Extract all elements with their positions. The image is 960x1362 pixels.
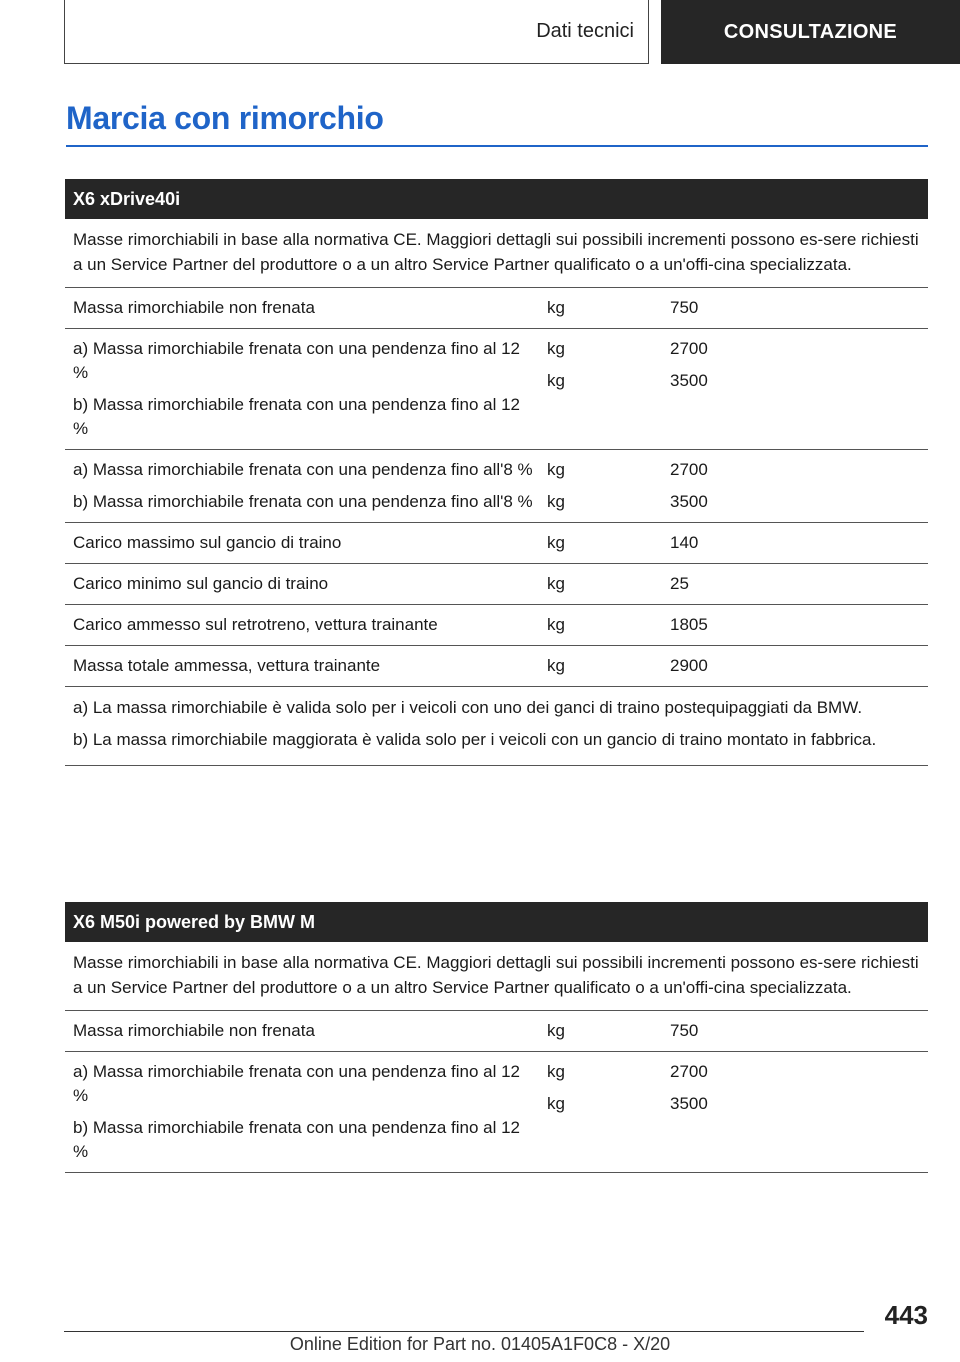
row-value: 2700 — [670, 460, 708, 479]
row-label: Carico massimo sul gancio di traino — [73, 533, 342, 552]
row-label: Massa rimorchiabile non frenata — [73, 1021, 315, 1040]
row-unit: kg — [547, 574, 565, 593]
row-unit-cell — [539, 523, 668, 563]
row-value: 2900 — [670, 656, 708, 675]
table-row — [65, 523, 928, 564]
row-unit: kg — [547, 1062, 565, 1081]
row-value-cell — [668, 523, 928, 563]
row-label: Massa rimorchiabile non frenata — [73, 298, 315, 317]
row-label: Carico ammesso sul retrotreno, vettura trainante — [73, 615, 438, 634]
footer-divider — [64, 1331, 864, 1332]
title-divider — [66, 145, 928, 147]
row-label-cell — [65, 523, 539, 563]
page-number: 443 — [884, 1300, 928, 1330]
row-unit: kg — [547, 1021, 565, 1040]
section-heading: X6 M50i powered by BMW M — [65, 902, 928, 942]
row-label: a) Massa rimorchiabile frenata con una pendenza fino al 12 % — [73, 1062, 520, 1105]
row-value-cell — [668, 646, 928, 686]
header-chapter-tab — [661, 0, 960, 64]
row-value: 1805 — [670, 615, 708, 634]
row-unit-cell — [539, 564, 668, 604]
row-unit: kg — [547, 371, 565, 390]
row-label-cell — [65, 1052, 539, 1172]
row-value: 750 — [670, 1021, 699, 1040]
row-label-cell — [65, 329, 539, 449]
row-value-cell — [668, 564, 928, 604]
row-unit-cell — [539, 329, 668, 449]
table-row — [65, 564, 928, 605]
row-label: b) Massa rimorchiabile frenata con una pendenza fino al 12 % — [73, 395, 520, 438]
row-label-cell — [65, 646, 539, 686]
table-row — [65, 1011, 928, 1052]
table-row — [65, 288, 928, 329]
row-unit: kg — [547, 656, 565, 675]
row-unit: kg — [547, 533, 565, 552]
row-unit: kg — [547, 492, 565, 511]
table-row — [65, 450, 928, 523]
section-x6-xdrive40i — [65, 179, 928, 766]
row-label: b) Massa rimorchiabile frenata con una pendenza fino all'8 % — [73, 492, 533, 511]
row-label-cell — [65, 1011, 539, 1051]
row-label-cell — [65, 288, 539, 328]
section-x6-m50i — [65, 902, 928, 1173]
header-section-label: Dati tecnici — [536, 20, 634, 42]
row-label-cell — [65, 450, 539, 522]
row-value-cell — [668, 605, 928, 645]
row-unit: kg — [547, 339, 565, 358]
row-label-cell — [65, 564, 539, 604]
row-label: a) Massa rimorchiabile frenata con una pendenza fino al 12 % — [73, 339, 520, 382]
row-label: Massa totale ammessa, vettura trainante — [73, 656, 381, 675]
table-row — [65, 646, 928, 687]
row-value: 25 — [670, 574, 689, 593]
row-unit-cell — [539, 1011, 668, 1051]
row-unit: kg — [547, 615, 565, 634]
row-value-cell — [668, 288, 928, 328]
table-row — [65, 329, 928, 450]
row-value: 140 — [670, 533, 699, 552]
row-unit: kg — [547, 298, 565, 317]
row-value-cell — [668, 329, 928, 449]
row-value-cell — [668, 450, 928, 522]
header-section-tab — [64, 0, 649, 64]
section-notes — [65, 687, 928, 766]
section-heading: X6 xDrive40i — [65, 179, 928, 219]
page-title: Marcia con rimorchio — [66, 100, 384, 136]
table-row — [65, 1052, 928, 1173]
row-value: 2700 — [670, 339, 708, 358]
row-value: 2700 — [670, 1062, 708, 1081]
row-unit: kg — [547, 460, 565, 479]
section-intro: Masse rimorchiabili in base alla normativa CE. Maggiori dettagli sui possibili incrementi possono es-sere richiesti a un Service Partner del produttore o a un altro Service Partner qualificato o a un'offi-cina specializzata. — [65, 219, 928, 288]
row-unit-cell — [539, 450, 668, 522]
row-label: b) Massa rimorchiabile frenata con una pendenza fino al 12 % — [73, 1118, 520, 1161]
row-value: 3500 — [670, 1094, 708, 1113]
row-label: a) Massa rimorchiabile frenata con una pendenza fino all'8 % — [73, 460, 533, 479]
row-label: Carico minimo sul gancio di traino — [73, 574, 329, 593]
row-unit-cell — [539, 288, 668, 328]
row-unit: kg — [547, 1094, 565, 1113]
row-value-cell — [668, 1052, 928, 1172]
row-unit-cell — [539, 646, 668, 686]
row-value: 3500 — [670, 492, 708, 511]
row-unit-cell — [539, 1052, 668, 1172]
row-unit-cell — [539, 605, 668, 645]
row-value-cell — [668, 1011, 928, 1051]
row-value: 3500 — [670, 371, 708, 390]
header-chapter-label: CONSULTAZIONE — [723, 20, 898, 43]
table-row — [65, 605, 928, 646]
footnote: a) La massa rimorchiabile è valida solo per i veicoli con uno dei ganci di traino postequipaggiati da BMW. — [73, 698, 863, 717]
footnote: b) La massa rimorchiabile maggiorata è valida solo per i veicoli con un gancio di traino montato in fabbrica. — [73, 730, 877, 749]
section-intro: Masse rimorchiabili in base alla normativa CE. Maggiori dettagli sui possibili incrementi possono es-sere richiesti a un Service Partner del produttore o a un altro Service Partner qualificato o a un'offi-cina specializzata. — [65, 942, 928, 1011]
footer-edition-text: Online Edition for Part no. 01405A1F0C8 - X/20 — [289, 1334, 671, 1354]
row-label-cell — [65, 605, 539, 645]
row-value: 750 — [670, 298, 699, 317]
